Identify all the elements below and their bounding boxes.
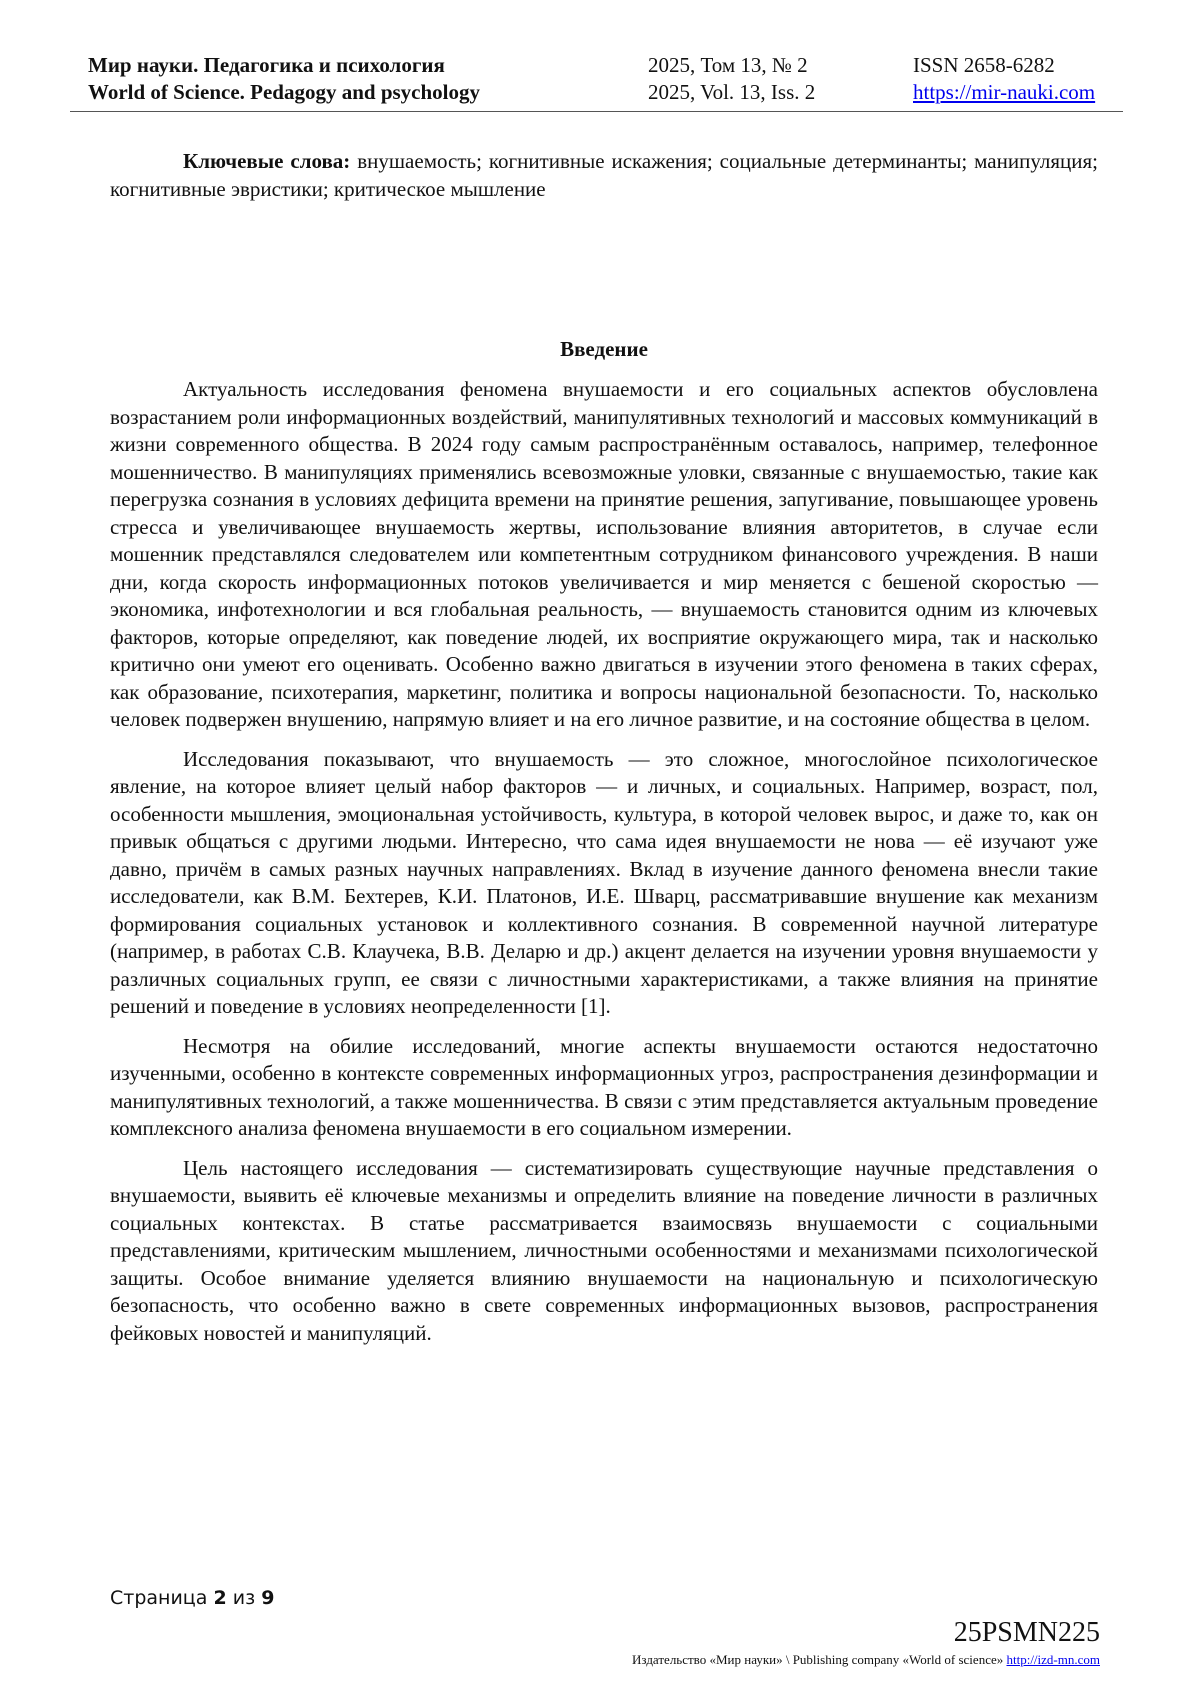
page-of: из bbox=[232, 1587, 256, 1609]
paragraph: Исследования показывают, что внушаемость — это сложное, многослойное психологическое явление, на которое влияет целый набор факторов — и личных, и социальных. Например, возраст, пол, особенности мышления, эмоциональная устойчивость, культура, в которой человек вырос, и даже то, как он привык общаться с другими людьми. Интересно, что сама идея внушаемости не нова — её изучают уже давно, причём в самых разных научных направлениях. Вклад в изучение данного феномена внесли такие исследователи, как В.М. Бехтерев, К.И. Платонов, И.Е. Шварц, рассматривавшие внушение как механизм формирования социальных установок и коллективного сознания. В современной научной литературе (например, в работах С.В. Клаучека, В.В. Деларю и др.) акцент делается на изучении уровня внушаемости у различных социальных групп, ее связи с личностными характеристиками, а также влияния на принятие решений и поведение в условиях неопределенности [1]. bbox=[110, 746, 1098, 1018]
paragraph: Несмотря на обилие исследований, многие аспекты внушаемости остаются недостаточно изученными, особенно в контексте современных информационных угроз, распространения дезинформации и манипулятивных технологий, а также мошенничества. В связи с этим представляется актуальным проведение комплексного анализа феномена внушаемости в его социальном измерении. bbox=[110, 1033, 1098, 1140]
journal-header bbox=[88, 52, 1123, 112]
keywords-text: внушаемость; когнитивные искажения; социальные детерминанты; манипуляция; когнитивные эвристики; критическое мышление bbox=[110, 149, 1099, 201]
publisher-text: Издательство «Мир науки» \ Publishing company «World of science» bbox=[632, 1652, 1004, 1667]
journal-url-link[interactable]: https://mir-nauki.com bbox=[913, 80, 1096, 104]
header-divider bbox=[70, 111, 1123, 112]
issn-block bbox=[913, 52, 1095, 106]
publisher-line bbox=[632, 1652, 1100, 1668]
keywords bbox=[110, 148, 1098, 203]
journal-title-ru: Мир науки. Педагогика и психология bbox=[88, 53, 445, 77]
keywords-label: Ключевые слова: bbox=[183, 149, 351, 173]
page-total: 9 bbox=[261, 1587, 275, 1609]
publisher-url-link[interactable]: http://izd-mn.com bbox=[1006, 1652, 1100, 1667]
paragraph: Цель настоящего исследования — систематизировать существующие научные представления о внушаемости, выявить её ключевые механизмы и определить влияние на поведение личности в различных социальных контекстах. В статье рассматривается взаимосвязь внушаемости с социальными представлениями, критическим мышлением, личностными особенностями и механизмами психологической защиты. Особое внимание уделяется влиянию внушаемости на национальную и психологическую безопасность, что особенно важно в свете современных информационных вызовов, распространения фейковых новостей и манипуляций. bbox=[110, 1155, 1098, 1345]
issue-en: 2025, Vol. 13, Iss. 2 bbox=[648, 80, 816, 104]
introduction-body bbox=[110, 376, 1098, 1359]
page-current: 2 bbox=[213, 1587, 227, 1609]
journal-title-en: World of Science. Pedagogy and psychology bbox=[88, 80, 481, 104]
section-heading-introduction: Введение bbox=[560, 337, 648, 361]
page-label: Страница bbox=[110, 1587, 208, 1609]
issn: ISSN 2658-6282 bbox=[913, 53, 1055, 77]
article-code: 25PSMN225 bbox=[953, 1617, 1100, 1648]
paragraph: Актуальность исследования феномена внушаемости и его социальных аспектов обусловлена возрастанием роли информационных воздействий, манипулятивных технологий и массовых коммуникаций в жизни современного общества. В 2024 году самым распространённым оставалось, например, телефонное мошенничество. В манипуляциях применялись всевозможные уловки, связанные с внушаемостью, такие как перегрузка сознания в условиях дефицита времени на принятие решения, запугивание, повышающее уровень стресса и увеличивающее внушаемость жертвы, использование влияния авторитетов, в случае если мошенник представлялся следователем или компетентным сотрудником финансового учреждения. В наши дни, когда скорость информационных потоков увеличивается и мир меняется с бешеной скоростью — экономика, инфотехнологии и вся глобальная реальность, — внушаемость становится одним из ключевых факторов, которые определяют, как поведение людей, их восприятие окружающего мира, так и насколько критично они умеют его оценивать. Особенно важно двигаться в изучении этого феномена в таких сферах, как образование, психотерапия, маркетинг, политика и вопросы национальной безопасности. То, насколько человек подвержен внушению, напрямую влияет и на его личное развитие, и на состояние общества в целом. bbox=[110, 377, 1098, 731]
journal-title-block bbox=[88, 52, 480, 106]
page-number bbox=[110, 1587, 274, 1609]
issue-block bbox=[648, 52, 815, 106]
issue-ru: 2025, Том 13, № 2 bbox=[648, 53, 808, 77]
